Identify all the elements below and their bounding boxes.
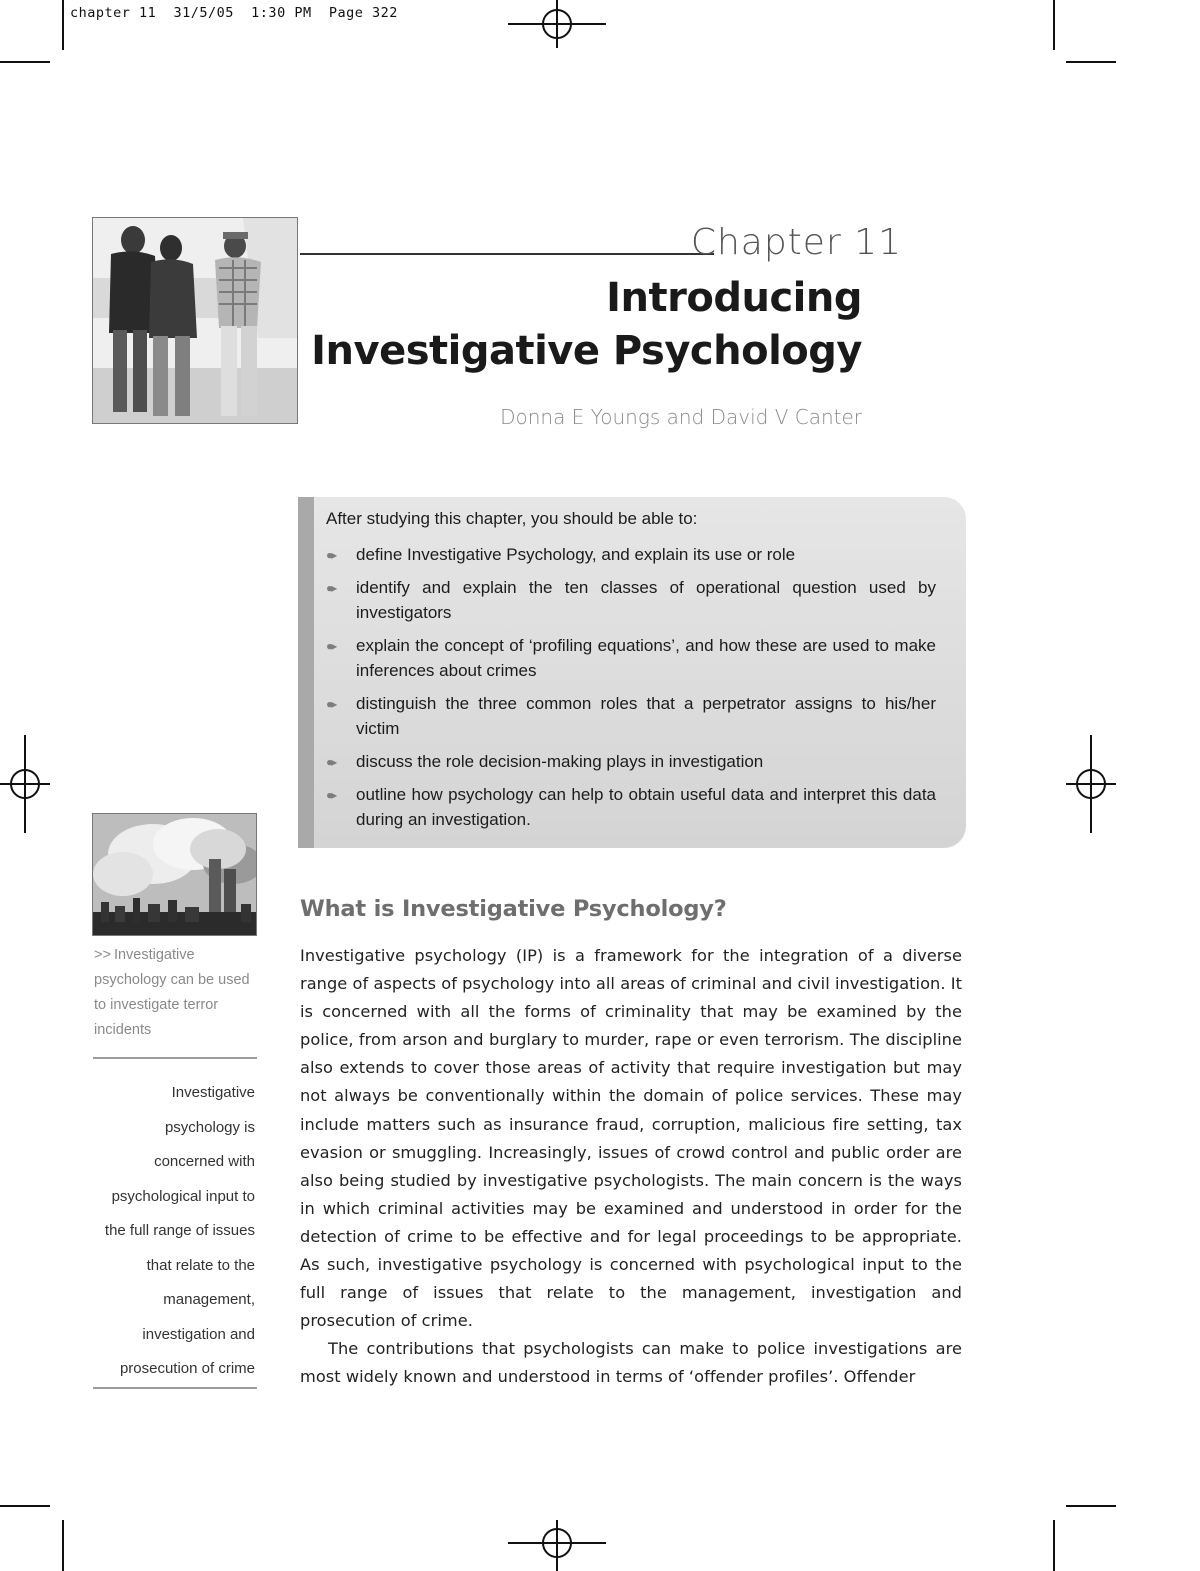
objective-text: explain the concept of ‘profiling equations’, and how these are used to make inferences about crimes	[356, 636, 936, 680]
bullet-arrow-icon: ●▸	[326, 697, 336, 711]
bullet-arrow-icon: ●▸	[326, 581, 336, 595]
objective-item	[326, 542, 936, 567]
caption-text: Investigative psychology can be used to investigate terror incidents	[94, 947, 250, 1038]
chapter-authors: Donna E Youngs and David V Canter	[500, 405, 862, 429]
learning-objectives-box	[298, 497, 966, 848]
terror-incident-photo	[92, 813, 257, 936]
chapter-photo	[92, 217, 298, 424]
bullet-arrow-icon: ●▸	[326, 788, 336, 802]
body-paragraph: The contributions that psychologists can make to police investigations are most widely known and understood in terms of ‘offender profiles’. Offender	[300, 1339, 962, 1387]
objective-item	[326, 691, 936, 741]
caption-arrow-icon: >>	[94, 947, 111, 963]
objective-text: define Investigative Psychology, and explain its use or role	[356, 545, 796, 564]
chapter-title	[311, 272, 862, 378]
objective-text: outline how psychology can help to obtain useful data and interpret this data during an investigation.	[356, 785, 936, 829]
print-slug: chapter 11 31/5/05 1:30 PM Page 322	[70, 5, 398, 21]
section-heading: What is Investigative Psychology?	[300, 896, 727, 922]
chapter-rule	[300, 253, 714, 255]
objective-item	[326, 575, 936, 625]
chapter-title-line-1: Introducing	[606, 275, 862, 321]
objective-text: discuss the role decision-making plays in investigation	[356, 752, 764, 771]
margin-rule-top	[93, 1057, 257, 1059]
objectives-list	[326, 542, 936, 840]
bullet-arrow-icon: ●▸	[326, 755, 336, 769]
photo-caption	[94, 943, 259, 1043]
bullet-arrow-icon: ●▸	[326, 548, 336, 562]
objectives-intro: After studying this chapter, you should be able to:	[326, 509, 698, 528]
objective-item	[326, 782, 936, 832]
margin-rule-bottom	[93, 1387, 257, 1389]
chapter-number: Chapter 11	[690, 222, 902, 263]
pull-quote: Investigative psychology is concerned with psychological input to the full range of issues that relate to the management, investigation and prosecution of crime	[104, 1084, 255, 1377]
body-text	[300, 942, 962, 1392]
chapter-title-line-2: Investigative Psychology	[311, 328, 862, 374]
objective-item	[326, 633, 936, 683]
objective-item	[326, 749, 936, 774]
body-paragraph: Investigative psychology (IP) is a framework for the integration of a diverse range of aspects of psychology into all areas of criminal and civil investigation. It is concerned with all the forms of criminality that may be examined by the police, from arson and burglary to murder, rape or even terrorism. The discipline also extends to cover those areas of activity that require investigation but may not always be conventionally within the domain of police services. These may include matters such as insurance fraud, corruption, malicious fire setting, tax evasion or smuggling. Increasingly, issues of crowd control and public order are also being studied by investigative psychologists. The main concern is the ways in which criminal activities may be examined and understood in order for the detection of crime to be effective and for legal proceedings to be appropriate. As such, investigative psychology is concerned with psychological input to the full range of issues that relate to the management, investigation and prosecution of crime.	[300, 946, 962, 1331]
objective-text: identify and explain the ten classes of operational question used by investigators	[356, 578, 936, 622]
objectives-accent-bar	[298, 497, 314, 848]
objective-text: distinguish the three common roles that a perpetrator assigns to his/her victim	[356, 694, 936, 738]
bullet-arrow-icon: ●▸	[326, 639, 336, 653]
